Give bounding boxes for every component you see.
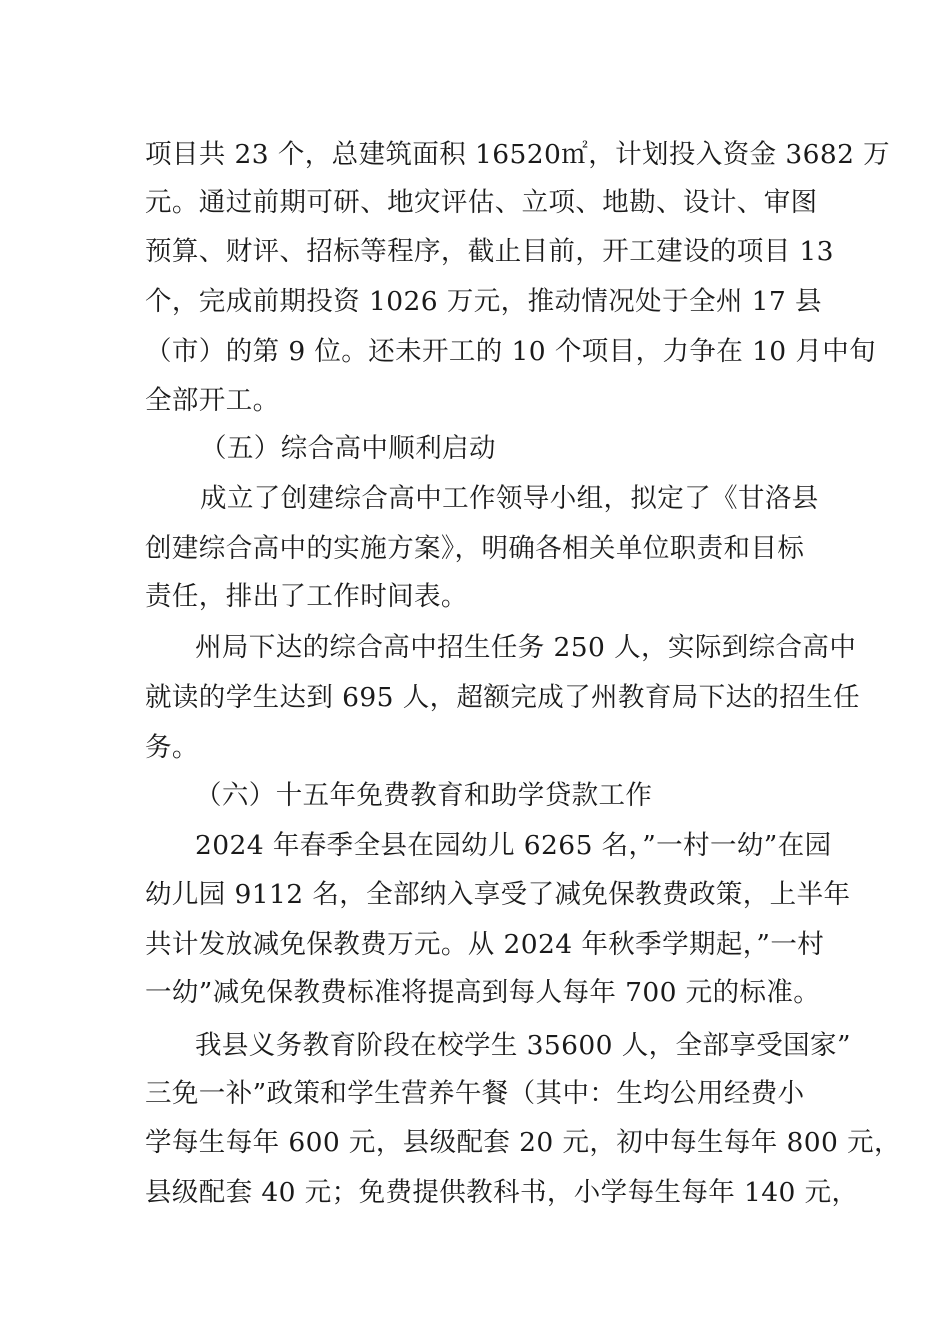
text-line-2: 元。通过前期可研、地灾评估、立项、地勘、设计、审图 <box>145 187 818 218</box>
section-heading-5: （五）综合高中顺利启动 <box>200 433 496 464</box>
text-line-11: 州局下达的综合高中招生任务 250 人，实际到综合高中 <box>195 632 857 663</box>
text-line-22: 县级配套 40 元；免费提供教科书，小学每生每年 140 元， <box>145 1177 859 1208</box>
text-line-16: 幼儿园 9112 名，全部纳入享受了减免保教费政策，上半年 <box>145 879 851 910</box>
text-line-17: 共计发放减免保教费万元。从 2024 年秋季学期起，”一村 <box>145 929 825 960</box>
text-line-13: 务。 <box>145 732 199 763</box>
text-line-15: 2024 年春季全县在园幼儿 6265 名，”一村一幼”在园 <box>195 830 832 861</box>
text-line-20: 三免一补”政策和学生营养午餐（其中：生均公用经费小 <box>145 1078 805 1109</box>
text-line-4: 个，完成前期投资 1026 万元，推动情况处于全州 17 县 <box>145 286 822 317</box>
text-line-1: 项目共 23 个，总建筑面积 16520㎡，计划投入资金 3682 万 <box>145 139 891 170</box>
section-heading-6: （六）十五年免费教育和助学贷款工作 <box>195 780 653 811</box>
text-line-10: 责任，排出了工作时间表。 <box>145 581 468 612</box>
text-line-21: 学每生每年 600 元，县级配套 20 元，初中每生每年 800 元， <box>145 1127 901 1158</box>
text-line-12: 就读的学生达到 695 人，超额完成了州教育局下达的招生任 <box>145 682 861 713</box>
text-line-9: 创建综合高中的实施方案》，明确各相关单位职责和目标 <box>145 533 805 564</box>
text-line-3: 预算、财评、招标等程序，截止目前，开工建设的项目 13 <box>145 236 834 267</box>
text-line-8: 成立了创建综合高中工作领导小组，拟定了《甘洛县 <box>200 483 819 514</box>
text-line-5: （市）的第 9 位。还未开工的 10 个项目，力争在 10 月中旬 <box>145 336 877 367</box>
text-line-18: 一幼”减免保教费标准将提高到每人每年 700 元的标准。 <box>145 977 821 1008</box>
text-line-19: 我县义务教育阶段在校学生 35600 人，全部享受国家” <box>195 1030 851 1061</box>
text-line-6: 全部开工。 <box>145 385 280 416</box>
